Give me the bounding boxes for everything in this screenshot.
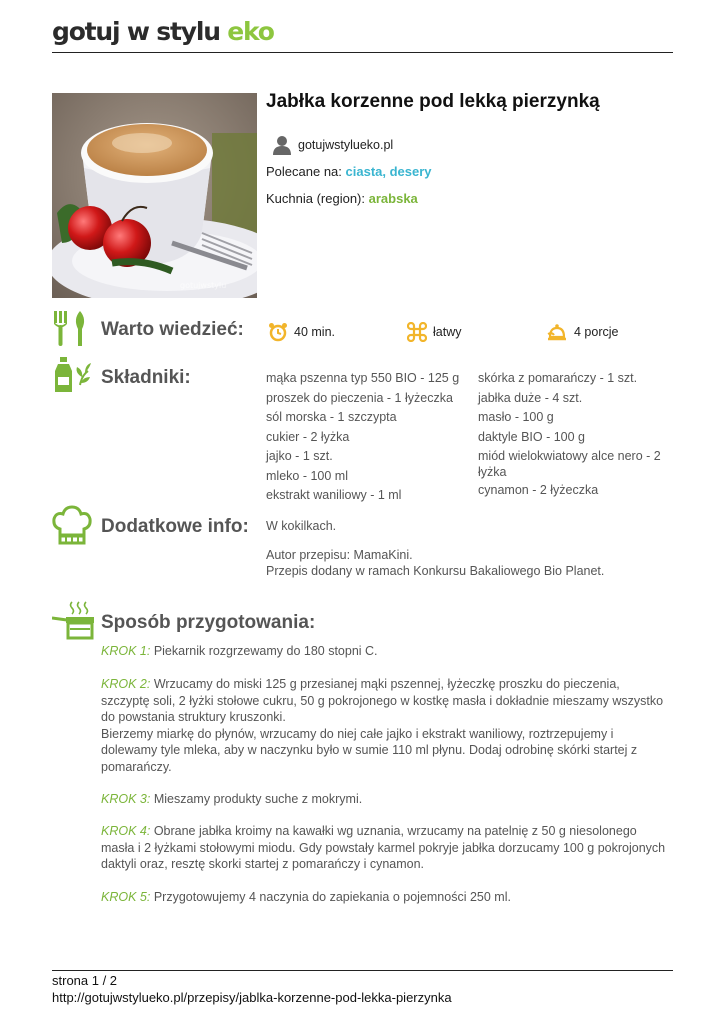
ingredient-item: cynamon - 2 łyżeczka	[478, 483, 599, 497]
ingredient-item: masło - 100 g	[478, 410, 554, 424]
ingredient-item: skórka z pomarańczy - 1 szt.	[478, 371, 638, 385]
difficulty-value: łatwy	[433, 325, 462, 339]
pot-icon	[52, 600, 96, 642]
ingredient-item: miód wielokwiatowy alce nero - 2 łyżka	[478, 449, 661, 479]
ingredient-item: daktyle BIO - 100 g	[478, 429, 586, 444]
recommended-label: Polecane na:	[266, 164, 342, 179]
chef-hat-icon	[52, 505, 92, 545]
logo-text: gotuj w stylu	[52, 17, 228, 46]
ingredient-item: mąka pszenna typ 550 BIO - 125 g	[266, 371, 460, 385]
user-icon	[272, 135, 292, 155]
ingredient-item: sól morska - 1 szczypta	[266, 410, 397, 424]
extra-info-author: Autor przepisu: MamaKini.	[266, 548, 413, 562]
servings-icon	[546, 322, 568, 342]
ingredient-item: mleko - 100 ml	[266, 468, 348, 483]
dodatkowe-info-heading: Dodatkowe info:	[101, 516, 249, 537]
recommended-row	[266, 164, 432, 179]
cuisine-row	[266, 191, 418, 206]
cuisine-link[interactable]: arabska	[368, 191, 418, 206]
servings-info	[546, 322, 618, 342]
step-label: KROK 4:	[101, 824, 151, 838]
recommended-links[interactable]: ciasta, desery	[345, 164, 432, 179]
skladniki-heading: Składniki:	[101, 367, 191, 388]
svg-text:gotujwstylu: gotujwstylu	[180, 281, 227, 290]
step-text-continued: Bierzemy miarkę do płynów, wrzucamy do niej całe jajko i ekstrakt waniliowy, roztrzepujemy i dolewamy tyle mleka, aby w naczynku było w sumie 110 ml płynu. Dodaj odrobinę skórki startej z pomarańczy.	[101, 726, 638, 774]
step-label: KROK 3:	[101, 792, 151, 806]
cuisine-label: Kuchnia (region):	[266, 191, 365, 206]
ingredient-item: cukier - 2 łyżka	[266, 429, 350, 444]
difficulty-info	[407, 322, 461, 342]
step-label: KROK 5:	[101, 890, 151, 904]
step-label: KROK 1:	[101, 644, 151, 658]
ingredient-item: jajko - 1 szt.	[266, 449, 333, 463]
step-text: Piekarnik rozgrzewamy do 180 stopni C.	[153, 644, 378, 658]
page-number: strona 1 / 2	[52, 973, 118, 988]
cutlery-icon	[52, 309, 90, 347]
ingredient-item: jabłka duże - 4 szt.	[478, 390, 583, 405]
time-value: 40 min.	[294, 325, 335, 339]
recipe-photo	[52, 93, 257, 298]
command-icon	[407, 322, 427, 342]
author-row[interactable]	[272, 134, 393, 156]
step-label: KROK 2:	[101, 677, 151, 691]
alarm-clock-icon	[268, 322, 288, 342]
time-info	[268, 322, 335, 342]
extra-info-note: W kokilkach.	[266, 519, 337, 533]
step-text: Mieszamy produkty suche z mokrymi.	[153, 792, 363, 806]
author-name[interactable]: gotujwstylueko.pl	[298, 138, 394, 152]
step-4	[101, 823, 666, 873]
site-logo[interactable]	[52, 16, 274, 48]
bottle-leaf-icon	[52, 355, 92, 395]
step-text: Wrzucamy do miski 125 g przesianej mąki pszennej, łyżeczkę proszku do pieczenia, szczyptę soli, 2 łyżki stołowe cukru, 50 g pokrojonego w kostkę masła i dokładnie mieszamy wszystko do powstania struktury kruszonki.	[101, 677, 664, 724]
extra-info-contest: Przepis dodany w ramach Konkursu Bakaliowego Bio Planet.	[266, 564, 605, 578]
ingredient-item: proszek do pieczenia - 1 łyżeczka	[266, 390, 453, 405]
ingredient-item: ekstrakt waniliowy - 1 ml	[266, 488, 402, 502]
warto-wiedziec-heading: Warto wiedzieć:	[101, 319, 244, 340]
recipe-title: Jabłka korzenne pod lekką pierzynką	[266, 91, 600, 112]
sposob-heading: Sposób przygotowania:	[101, 612, 316, 633]
page-url[interactable]: http://gotujwstylueko.pl/przepisy/jablka-korzenne-pod-lekka-pierzynka	[52, 990, 452, 1005]
step-text: Przygotowujemy 4 naczynia do zapiekania o pojemności 250 ml.	[153, 890, 511, 904]
step-5	[101, 889, 676, 906]
step-3	[101, 791, 676, 808]
header-divider	[52, 52, 673, 53]
step-text: Obrane jabłka kroimy na kawałki wg uznania, wrzucamy na patelnię z 50 g niesolonego masła i 2 łyżkami stołowymi miodu. Gdy powstały karmel pokryje jabłka dorzucamy 100 g pokrojonych daktyli oraz, resztę skorki startej z pomarańczy i cynamon.	[101, 824, 666, 871]
logo-eko-text: eko	[227, 17, 274, 46]
servings-value: 4 porcje	[574, 325, 619, 339]
step-1	[101, 643, 676, 660]
step-2	[101, 676, 666, 775]
footer-divider	[52, 970, 673, 971]
